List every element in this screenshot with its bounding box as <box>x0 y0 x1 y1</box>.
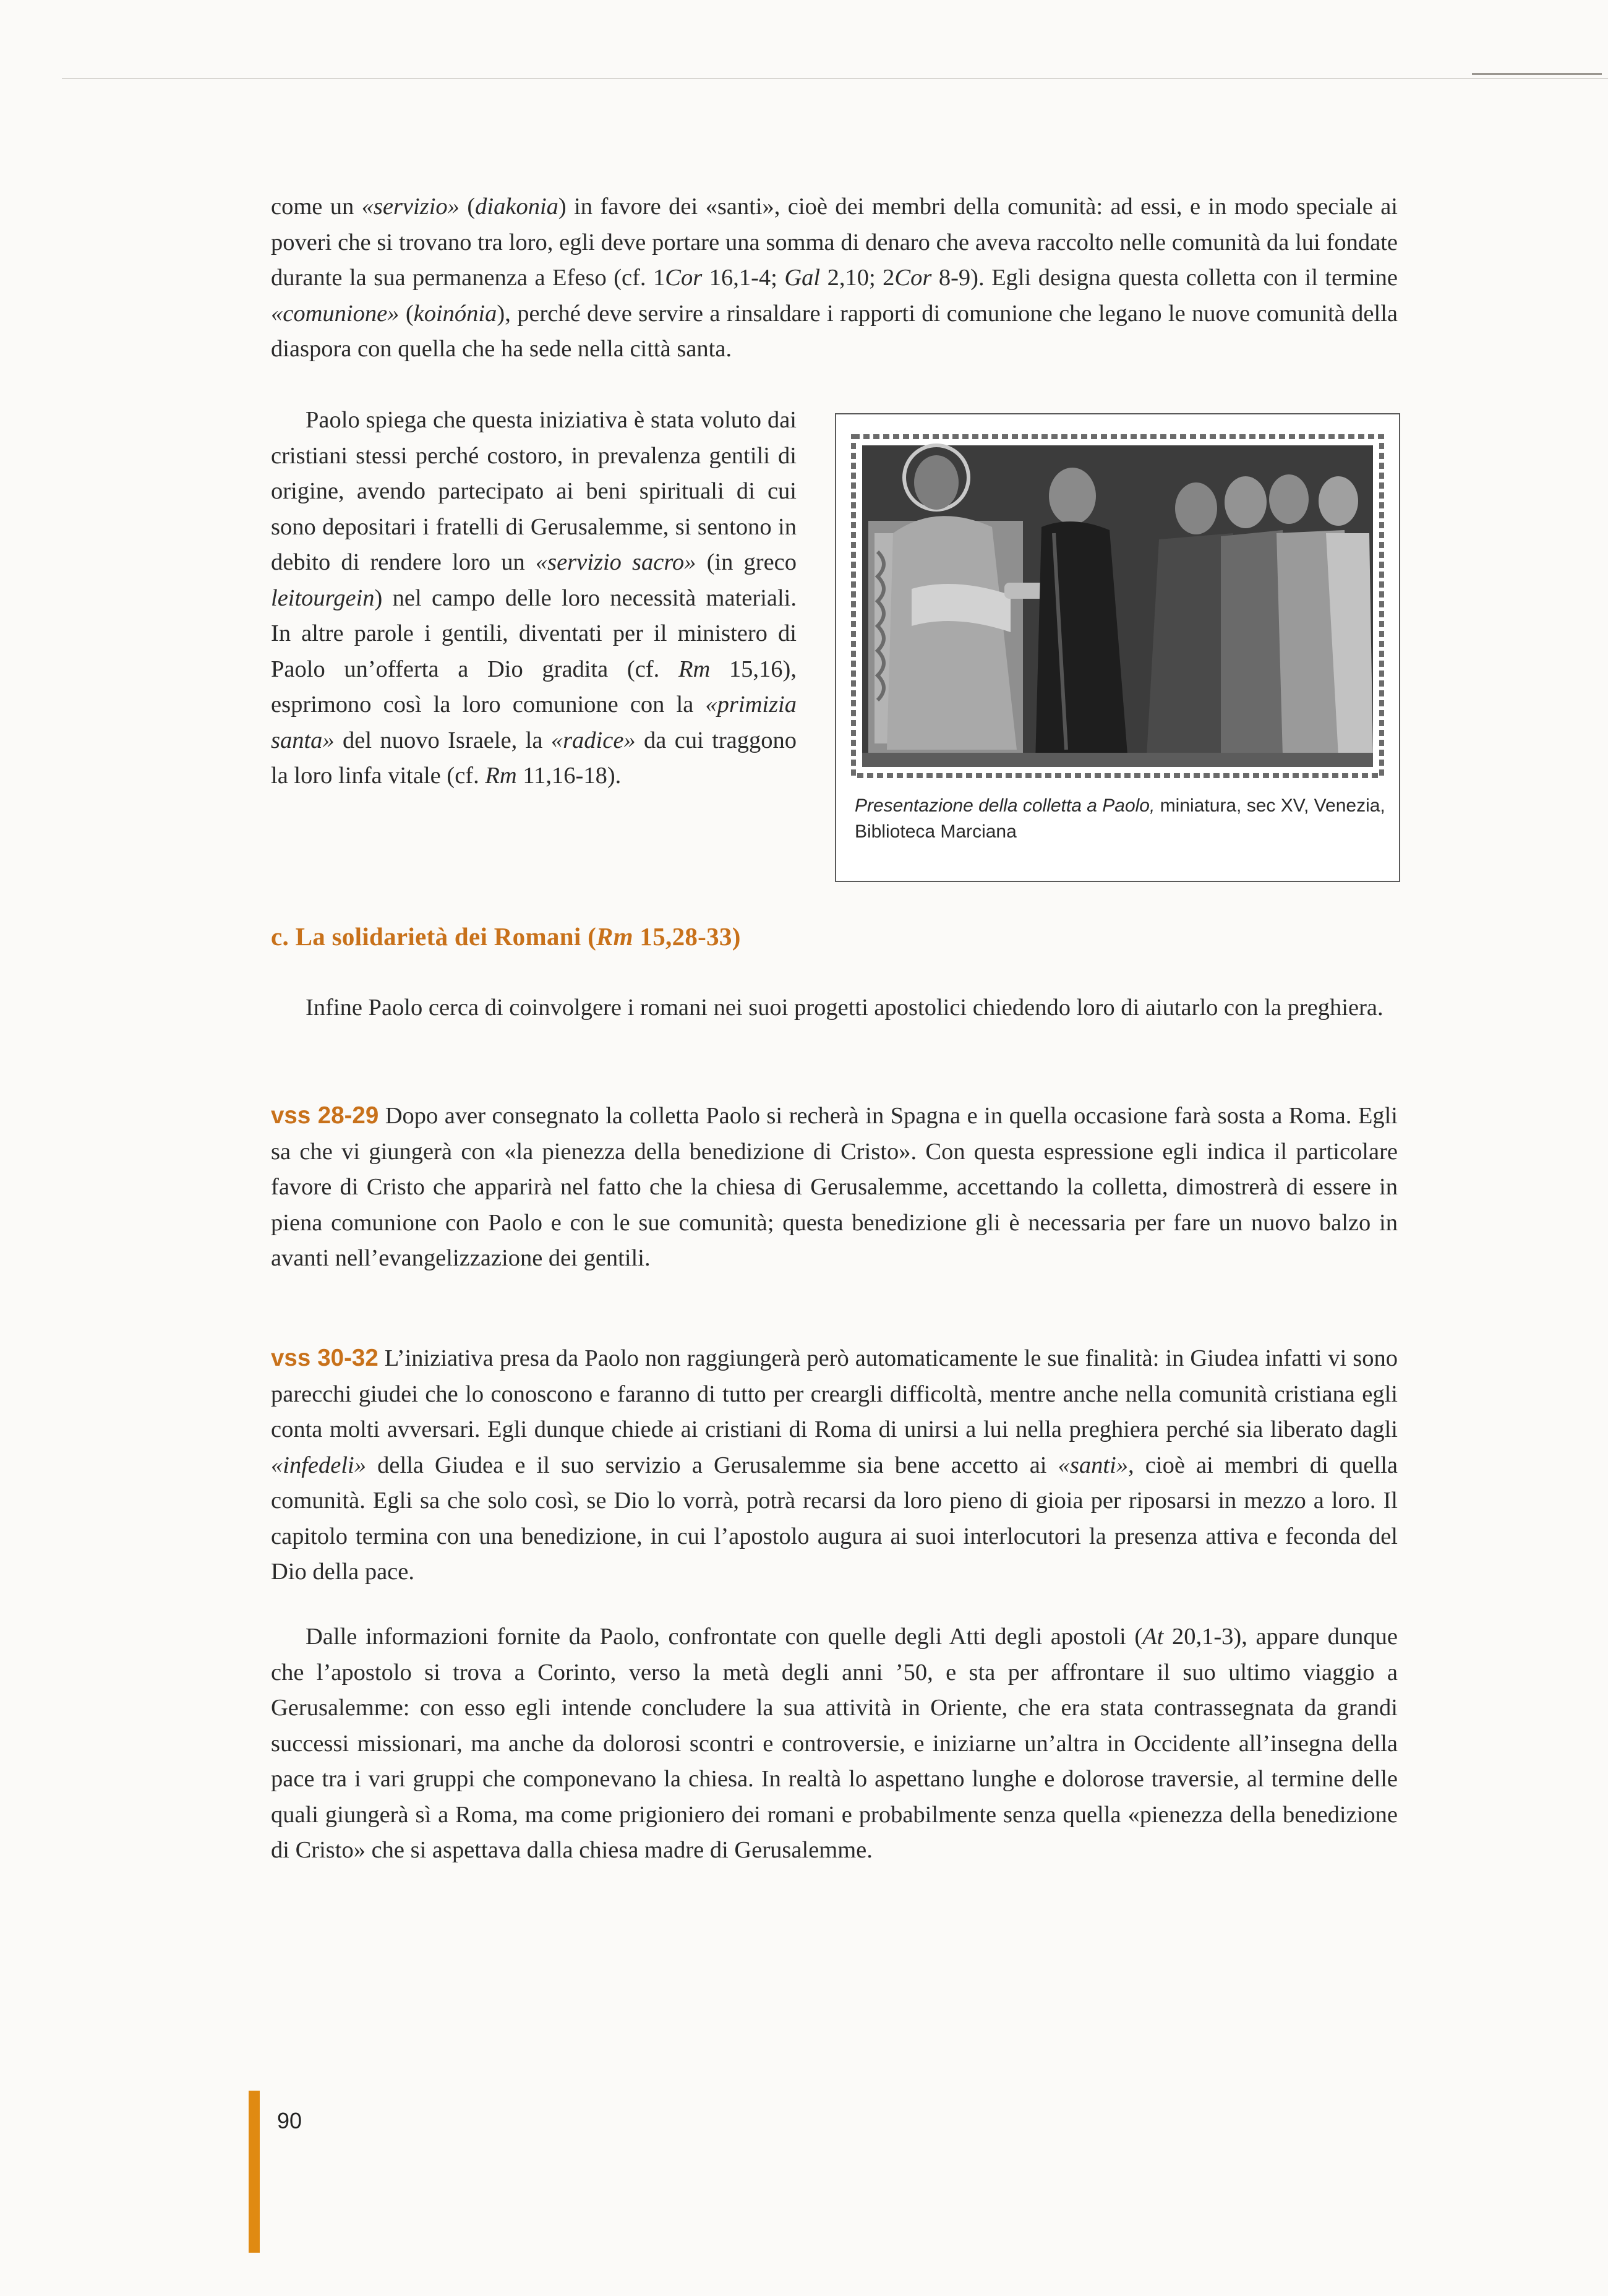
figure-miniature <box>835 413 1400 882</box>
scan-edge-line <box>62 78 1608 79</box>
paragraph-intro: come un «servizio» (diakonia) in favore dei «santi», cioè dei membri della comunità: ad essi, e in modo speciale ai poveri che si trovano tra loro, egli deve portare una somma di denaro che aveva raccolto nelle comunità da lui fondate durante la sua permanenza a Efeso (cf. 1Cor 16,1-4; Gal 2,10; 2Cor 8-9). Egli designa questa colletta con il termine «comunione» (koinónia), perché deve servire a rinsaldare i rapporti di comunione che legano le nuove comunità della diaspora con quella che ha sede nella città santa. <box>271 194 1398 362</box>
paragraph-verses-30-32: vss 30-32 L’iniziativa presa da Paolo non raggiungerà però automaticamente le sue finalità: in Giudea infatti vi sono parecchi giudei che lo conoscono e faranno di tutto per creargli difficoltà, mentre anche nella comunità cristiana egli conta molti avversari. Egli dunque chiede ai cristiani di Roma di unirsi a lui nella preghiera perché sia liberato dagli «infedeli» della Giudea e il suo servizio a Gerusalemme sia bene accetto ai «santi», cioè ai membri di quella comunità. Egli sa che solo così, se Dio lo vorrà, potrà recarsi da loro pieno di gioia per riposarsi in mezzo a loro. Il capitolo termina con una benedizione, in cui l’apostolo augura ai suoi interlocutori la presenza attiva e feconda del Dio della pace. <box>271 1345 1398 1585</box>
figure-caption: Presentazione della colletta a Paolo, miniatura, sec XV, Venezia, Biblioteca Marciana <box>855 795 1385 842</box>
verse-label: vss 28-29 <box>271 1102 379 1129</box>
paragraph-beside-figure: Paolo spiega che questa iniziativa è stata voluto dai cristiani stessi perché costoro, in prevalenza gentili di origine, avendo partecipato ai beni spirituali di cui sono depositari i fratelli di Gerusalemme, si sentono in debito di rendere loro un «servizio sacro» (in greco leitourgein) nel campo delle loro necessità materiali. In altre parole i gentili, diventati per il ministero di Paolo un’offerta a Dio gradita (cf. Rm 15,16), esprimono così la loro comunione con la «primizia santa» del nuovo Israele, la «radice» da cui traggono la loro linfa vitale (cf. Rm 11,16-18). <box>271 407 797 789</box>
page-number: 90 <box>277 2108 302 2133</box>
verse-label: vss 30-32 <box>271 1345 378 1371</box>
page-number-bar <box>249 2091 260 2253</box>
section-heading: c. La solidarietà dei Romani (Rm 15,28-33) <box>271 922 741 951</box>
paragraph-conclusion: Dalle informazioni fornite da Paolo, confrontate con quelle degli Atti degli apostoli (At 20,1-3), appare dunque che l’apostolo si trova a Corinto, verso la metà degli anni ’50, e sta per affrontare il suo ultimo viaggio a Gerusalemme: con esso egli intende concludere la sua attività in Oriente, che era stata contrassegnata da grandi successi missionari, ma anche da dolorosi scontri e controversie, e iniziarne un’altra in Occidente all’insegna della pace tra i vari gruppi che componevano la chiesa. In realtà lo aspettano lunghe e dolorose traversie, al termine delle quali giungerà sì a Roma, ma come prigioniero dei romani e probabilmente senza quella «pienezza della benedizione di Cristo» che si aspettava dalla chiesa madre di Gerusalemme. <box>271 1624 1398 1863</box>
paragraph-verses-28-29: vss 28-29 Dopo aver consegnato la colletta Paolo si recherà in Spagna e in quella occasione farà sosta a Roma. Egli sa che vi giungerà con «la pienezza della benedizione di Cristo». Con questa espressione egli indica il particolare favore di Cristo che apparirà nel fatto che la chiesa di Gerusalemme, accettando la colletta, dimostrerà di essere in piena comunione con Paolo e con le sue comunità; questa benedizione gli è necessaria per fare un nuovo balzo in avanti nell’evangelizzazione dei gentili. <box>271 1102 1398 1271</box>
miniature-illustration <box>850 428 1385 781</box>
paragraph-solidarity-intro: Infine Paolo cerca di coinvolgere i romani nei suoi progetti apostolici chiedendo loro di aiutarlo con la preghiera. <box>306 995 1383 1021</box>
scan-edge-mark <box>1472 73 1602 75</box>
